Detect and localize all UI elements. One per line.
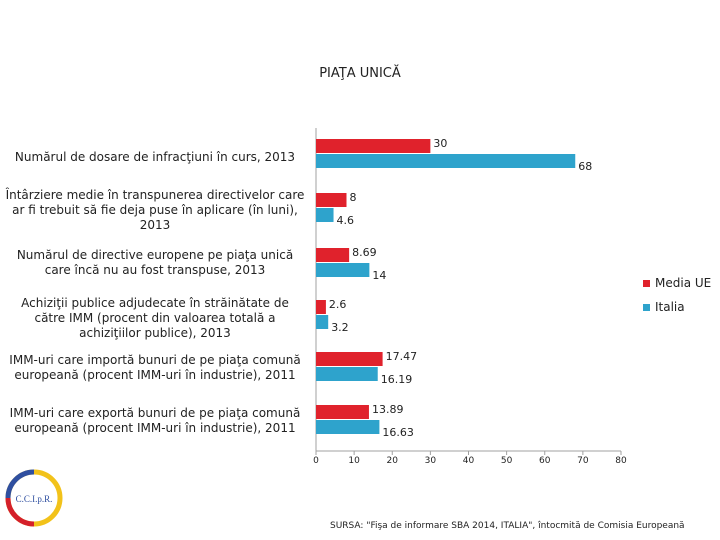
data-label: 16.19 (380, 373, 413, 386)
data-label: 68 (578, 160, 593, 173)
category-label: Întârziere medie în transpunerea directivelor care ar fi trebuit să fie deja puse în aplicare (în luni), 2013 (5, 187, 305, 232)
x-tick-label: 10 (348, 456, 360, 466)
data-label: 17.47 (385, 350, 418, 363)
bar-media-ue (316, 139, 430, 153)
bar-italia (316, 154, 575, 168)
category-label: IMM-uri care importă bunuri de pe piaţa comună europeană (procent IMM-uri în industrie), 2011 (9, 353, 301, 382)
svg-text:C.C.I.p.R.: C.C.I.p.R. (15, 494, 53, 504)
chart-title: PIAŢA UNICĂ (319, 66, 401, 81)
data-label: 30 (433, 137, 448, 150)
bar-media-ue (316, 248, 349, 262)
source-note: SURSA: "Fişa de informare SBA 2014, ITALIA", întocmită de Comisia Europeană (330, 521, 685, 531)
data-label: 14 (372, 269, 387, 282)
legend-label: Media UE (655, 276, 712, 290)
category-label: Numărul de directive europene pe piaţa unică care încă nu au fost transpuse, 2013 (16, 248, 294, 277)
bar-media-ue (316, 300, 326, 314)
x-tick-label: 70 (577, 456, 589, 466)
bar-italia (316, 263, 369, 277)
legend-item-italia (643, 300, 711, 314)
bar-italia (316, 420, 379, 434)
x-tick-label: 50 (500, 456, 513, 466)
category-label: Achiziţii publice adjudecate în străinătate de către IMM (procent din valoarea totală a achiziţiilor publice), 2013 (21, 295, 289, 340)
x-tick-label: 40 (462, 456, 475, 466)
bar-italia (316, 315, 328, 329)
x-tick-label: 0 (313, 456, 319, 466)
legend (643, 276, 711, 324)
bar-italia (316, 208, 334, 222)
bar-media-ue (316, 352, 383, 366)
legend-item-media-ue (643, 276, 711, 290)
ccipr-logo (0, 452, 64, 540)
bar-italia (316, 367, 378, 381)
data-label: 3.2 (331, 321, 349, 334)
data-label: 8 (349, 191, 357, 204)
category-label: Numărul de dosare de infracţiuni în curs, 2013 (14, 149, 296, 164)
category-label: IMM-uri care exportă bunuri de pe piaţa comună europeană (procent IMM-uri în industrie), 2011 (9, 406, 301, 435)
data-label: 16.63 (382, 426, 414, 439)
x-tick-label: 30 (424, 456, 437, 466)
bar-media-ue (316, 405, 369, 419)
bar-media-ue (316, 193, 347, 207)
data-label: 4.6 (336, 214, 355, 227)
data-label: 13.89 (371, 403, 404, 416)
data-label: 2.6 (328, 298, 347, 311)
x-tick-label: 20 (386, 456, 398, 466)
x-tick-label: 80 (615, 456, 627, 466)
legend-label: Italia (655, 300, 685, 314)
legend-swatch-media-ue (643, 280, 650, 287)
data-label: 8.69 (352, 246, 377, 259)
legend-swatch-italia (643, 304, 650, 311)
x-tick-label: 60 (539, 456, 551, 466)
